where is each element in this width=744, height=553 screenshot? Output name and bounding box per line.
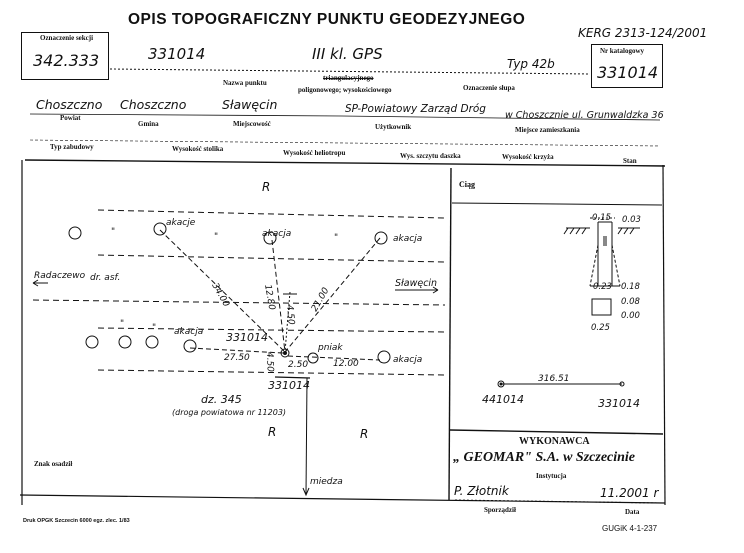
road-right-label: Sławęcin bbox=[395, 278, 438, 289]
post-dim: 0.00 bbox=[621, 311, 640, 321]
sheet-value: 342.333 bbox=[33, 51, 100, 70]
distance-label: 12.80 bbox=[262, 283, 277, 311]
marker-label: Znak osadził bbox=[34, 460, 73, 468]
gmina-value: Choszczno bbox=[120, 97, 187, 112]
boundary-label: miedza bbox=[310, 477, 343, 487]
heliotrope-height-label: Wysokość heliotropu bbox=[283, 149, 346, 157]
post-type: Typ 42b bbox=[507, 57, 555, 71]
post-label: Oznaczenie słupa bbox=[463, 84, 515, 92]
traverse-left-point: 441014 bbox=[482, 393, 524, 406]
reference-number: KERG 2313-124/2001 bbox=[578, 26, 708, 40]
powiat-value: Choszczno bbox=[36, 97, 103, 112]
roof-height-label: Wys. szczytu daszka bbox=[400, 152, 461, 160]
contractor-title: WYKONAWCA bbox=[519, 436, 590, 447]
post-dim: 0.03 bbox=[622, 215, 641, 225]
gmina-label: Gmina bbox=[138, 120, 159, 128]
sheet-label: Oznaczenie sekcji bbox=[40, 34, 94, 42]
parcel-note: (droga powiatowa nr 11203) bbox=[172, 408, 287, 417]
ditto-mark: " bbox=[120, 319, 125, 329]
traverse-distance: 316.51 bbox=[538, 374, 570, 384]
user-label: Użytkownik bbox=[375, 123, 412, 131]
distance-label: 21.00 bbox=[309, 286, 332, 314]
table-height-label: Wysokość stolika bbox=[172, 145, 224, 153]
network-struck: triangulacyjnego bbox=[323, 74, 374, 82]
catalog-value: 331014 bbox=[597, 63, 659, 82]
footer-form-code: GUGiK 4-1-237 bbox=[602, 524, 658, 533]
ditto-mark: " bbox=[334, 233, 339, 243]
author-label: Sporządził bbox=[484, 506, 516, 514]
tree-label-akacje: akacje bbox=[166, 218, 196, 228]
r-label-top: R bbox=[262, 180, 271, 194]
miejscowosc-label: Miejscowość bbox=[233, 120, 271, 128]
point-name-label: Nazwa punktu bbox=[223, 79, 267, 87]
contractor-name: „ GEOMAR" S.A. w Szczecinie bbox=[453, 450, 636, 465]
address-value: w Choszcznie ul. Grunwaldzka 36 bbox=[505, 110, 664, 121]
point-number: 331014 bbox=[148, 45, 206, 63]
date-label: Data bbox=[625, 508, 640, 516]
center-point-label: 331014 bbox=[226, 331, 268, 344]
tree-label-pniak: pniak bbox=[318, 343, 343, 353]
miejscowosc-value: Sławęcin bbox=[222, 97, 278, 112]
powiat-label: Powiat bbox=[60, 114, 81, 122]
tree-label-akacja-2: akacja bbox=[393, 234, 423, 244]
catalog-label: Nr katalogowy bbox=[600, 47, 645, 55]
network-sub: poligonowego; wysokościowego bbox=[298, 86, 392, 94]
ditto-mark: " bbox=[111, 227, 116, 237]
parcel-label: dz. 345 bbox=[201, 393, 242, 406]
user-value: SP-Powiatowy Zarząd Dróg bbox=[345, 103, 486, 115]
footer-print-info: Druk OPGK Szczecin 6000 egz. zlec. 1/83 bbox=[23, 518, 130, 524]
distance-label: 2.50 bbox=[288, 360, 309, 370]
ditto-mark: " bbox=[152, 323, 157, 333]
institution-label: Instytucja bbox=[536, 472, 567, 480]
post-dim: 0.15 bbox=[592, 213, 611, 223]
below-point-label: 331014 bbox=[268, 379, 310, 392]
distance-label: 27.50 bbox=[224, 353, 250, 363]
tree-label-akacja-3: akacja bbox=[174, 327, 204, 337]
post-dim: 0.18 bbox=[621, 282, 640, 292]
distance-label: 12.00 bbox=[333, 359, 359, 369]
state-label: Stan bbox=[623, 157, 637, 165]
r-label-bottom-left: R bbox=[268, 425, 277, 439]
point-class: III kl. GPS bbox=[312, 45, 383, 63]
distance-label: 34.00 bbox=[209, 281, 231, 309]
road-left-label: Radaczewo bbox=[34, 271, 86, 281]
traverse-right-point: 331014 bbox=[598, 397, 640, 410]
form-title: OPIS TOPOGRAFICZNY PUNKTU GEODEZYJNEGO bbox=[128, 11, 526, 28]
ciag-label: Ciąg bbox=[459, 180, 475, 189]
date-value: 11.2001 r bbox=[600, 486, 659, 500]
ditto-mark: " bbox=[214, 232, 219, 242]
building-type-label: Typ zabudowy bbox=[50, 143, 94, 151]
post-dim: 0.25 bbox=[591, 323, 610, 333]
road-type-label: dr. asf. bbox=[90, 273, 121, 283]
author-value: P. Złotnik bbox=[454, 484, 509, 498]
address-label: Miejsce zamieszkania bbox=[515, 126, 580, 134]
tree-label-akacja-1: akacja bbox=[262, 229, 292, 239]
distance-label: 4.50 bbox=[264, 351, 275, 373]
cross-height-label: Wysokość krzyża bbox=[502, 153, 554, 161]
post-dim: 0.23 bbox=[593, 282, 612, 292]
tree-label-akacja-4: akacja bbox=[393, 355, 423, 365]
r-label-bottom-right: R bbox=[360, 427, 369, 441]
post-dim: 0.08 bbox=[621, 297, 640, 307]
distance-label: 4.50 bbox=[284, 304, 296, 326]
